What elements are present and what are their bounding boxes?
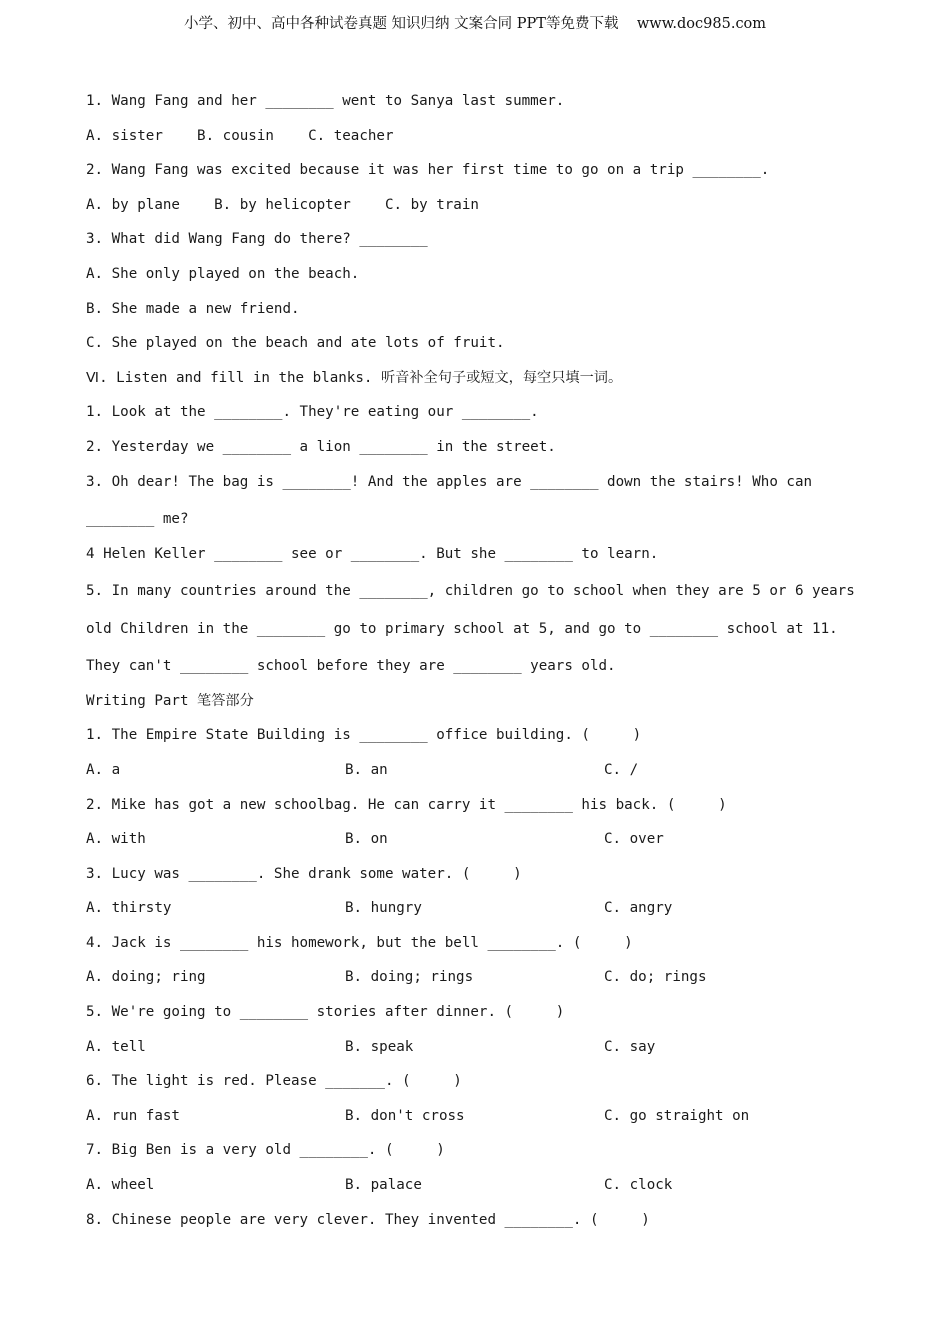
question-text: 8. Chinese people are very clever. They invented ________. ( ) <box>86 1211 650 1228</box>
option-c: C. She played on the beach and ate lots of fruit. <box>86 335 505 352</box>
question-text: 4. Jack is ________ his homework, but the bell ________. ( ) <box>86 934 633 951</box>
option-c: C. clock <box>604 1177 673 1194</box>
option-a: A. with <box>86 831 146 848</box>
option-c: C. over <box>604 831 664 848</box>
option-a: A. tell <box>86 1038 146 1055</box>
option-a: A. She only played on the beach. <box>86 265 360 282</box>
options-row <box>86 1170 876 1205</box>
fill-line: 4 Helen Keller ________ see or ________. But she ________ to learn. <box>86 545 659 562</box>
options-line: A. sister B. cousin C. teacher <box>86 127 394 144</box>
section-title: Ⅵ. Listen and fill in the blanks. 听音补全句子或短文，每空只填一词。 <box>86 369 623 386</box>
question-text: 6. The light is red. Please _______. ( ) <box>86 1073 462 1090</box>
options-row <box>86 1101 876 1136</box>
option-b: B. speak <box>345 1038 414 1055</box>
section-title: Writing Part 笔答部分 <box>86 692 254 709</box>
options-row <box>86 1032 876 1067</box>
options-row <box>86 893 876 928</box>
fill-line: They can't ________ school before they are ________ years old. <box>86 658 616 675</box>
option-b: B. She made a new friend. <box>86 300 300 317</box>
option-b: B. on <box>345 831 388 848</box>
fill-line: 2. Yesterday we ________ a lion ________ in the street. <box>86 438 556 455</box>
options-row <box>86 962 876 997</box>
fill-line: ________ me? <box>86 511 189 528</box>
option-a: A. thirsty <box>86 900 172 917</box>
options-row <box>86 824 876 859</box>
options-line: A. by plane B. by helicopter C. by train <box>86 196 479 213</box>
option-b: B. hungry <box>345 900 422 917</box>
option-a: A. wheel <box>86 1177 155 1194</box>
option-b: B. an <box>345 761 388 778</box>
worksheet-content <box>86 86 876 1239</box>
option-a: A. doing; ring <box>86 969 206 986</box>
fill-line: 1. Look at the ________. They're eating our ________. <box>86 404 539 421</box>
fill-line: 5. In many countries around the ________, children go to school when they are 5 or 6 years <box>86 583 855 600</box>
question-text: 2. Wang Fang was excited because it was her first time to go on a trip ________. <box>86 162 770 179</box>
option-c: C. do; rings <box>604 969 707 986</box>
option-c: C. go straight on <box>604 1107 750 1124</box>
option-c: C. / <box>604 761 639 778</box>
option-b: B. doing; rings <box>345 969 474 986</box>
options-row <box>86 755 876 790</box>
fill-line: old Children in the ________ go to primary school at 5, and go to ________ school at 11. <box>86 620 838 637</box>
question-text: 2. Mike has got a new schoolbag. He can carry it ________ his back. ( ) <box>86 796 727 813</box>
option-a: A. run fast <box>86 1107 180 1124</box>
question-text: 1. The Empire State Building is ________ office building. ( ) <box>86 727 642 744</box>
question-text: 1. Wang Fang and her ________ went to Sanya last summer. <box>86 93 565 109</box>
option-b: B. palace <box>345 1177 422 1194</box>
option-a: A. a <box>86 761 121 778</box>
option-c: C. angry <box>604 900 673 917</box>
question-text: 3. Lucy was ________. She drank some water. ( ) <box>86 865 522 882</box>
fill-line: 3. Oh dear! The bag is ________! And the apples are ________ down the stairs! Who can <box>86 473 813 490</box>
question-text: 7. Big Ben is a very old ________. ( ) <box>86 1142 445 1159</box>
question-text: 5. We're going to ________ stories after dinner. ( ) <box>86 1004 565 1021</box>
question-text: 3. What did Wang Fang do there? ________ <box>86 231 428 248</box>
option-b: B. don't cross <box>345 1107 465 1124</box>
option-c: C. say <box>604 1038 656 1055</box>
page-header: 小学、初中、高中各种试卷真题 知识归纳 文案合同 PPT等免费下载 www.doc985.com <box>183 16 767 32</box>
